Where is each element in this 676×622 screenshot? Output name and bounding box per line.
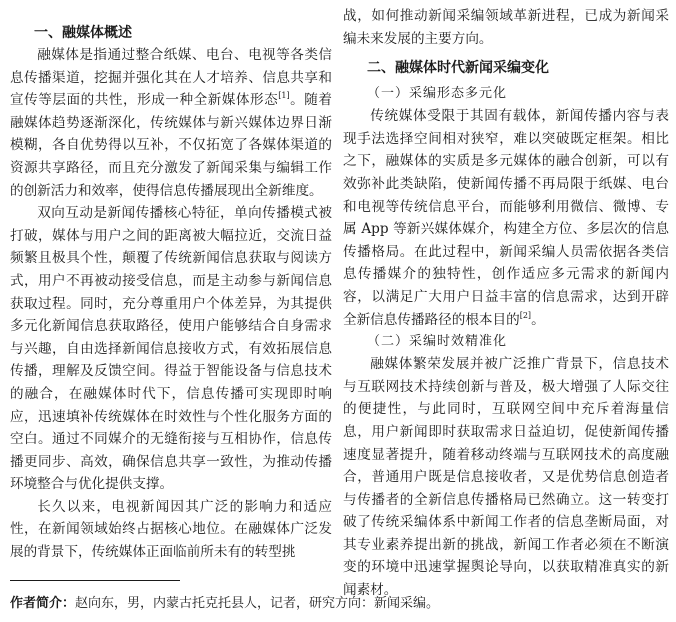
paragraph-4-tail: 。 (531, 311, 545, 328)
paragraph-1-text: 融媒体是指通过整合纸媒、电台、电视等各类信息传播渠道，挖掘并强化其在人才培养、信息共享和宣传等层面的共性，形成一种全新媒体形态 (10, 47, 332, 109)
section-heading-2: 二、融媒体时代新闻采编变化 (367, 60, 549, 77)
section-heading-1: 一、融媒体概述 (34, 25, 132, 41)
paragraph-continued: 战，如何推动新闻采编领域革新进程，已成为新闻采编未来发展的主要方向。 (343, 8, 669, 47)
author-note-text: 赵向东，男，内蒙古托克托县人，记者，研究方向：新闻采编。 (75, 596, 440, 611)
citation-1: [1] (278, 91, 290, 101)
subsection-heading-1: （一）采编形态多元化 (367, 86, 508, 102)
left-column (10, 0, 332, 564)
author-note (10, 595, 439, 613)
author-note-label: 作者简介： (10, 596, 76, 611)
paragraph-1 (10, 44, 332, 202)
citation-2: [2] (519, 310, 532, 320)
paragraph-4 (343, 105, 669, 331)
right-column (343, 0, 669, 602)
paragraph-3: 长久以来，电视新闻因其广泛的影响力和适应性，在新闻领域始终占据核心地位。在融媒体广泛发展的背景下，传统媒体正面临前所未有的转型挑 (10, 498, 332, 561)
paragraph-4-text: 传统媒体受限于其固有载体，新闻传播内容与表现手法选择空间相对狭窄，难以突破既定框架。相比之下，融媒体的实质是多元媒体的融合创新，可以有效弥补此类缺陷，使新闻传播不再局限于纸媒、电台和电视等传统信息平台，而能够利用微信、微博、专属 App 等新兴媒体媒介，构建全方位、多层次的信息传播格局。在此过程中，新闻采编人员需依据各类信息传播媒介的独特性，创作适应多元需求的新闻内容，以满足广大用户日益丰富的信息需求，达到开辟全新信息传播路径的根本目的 (343, 108, 669, 328)
paragraph-1-tail: 。随着融媒体趋势逐渐深化，传统媒体与新兴媒体边界日渐模糊，各自优势得以互补，不仅拓宽了各媒体渠道的资源共享路径，而且充分激发了新闻采集与编辑工作的创新活力和效率，使得信息传播展现出全新维度。 (10, 92, 333, 199)
paragraph-5: 融媒体繁荣发展并被广泛推广背景下，信息技术与互联网技术持续创新与普及，极大增强了人际交往的便捷性，与此同时，互联网空间中充斥着海量信息，用户新闻即时获取需求日益迫切，促使新闻传播速度显著提升，随着移动终端与互联网技术的高度融合，普通用户既是信息接收者，又是优势信息创造者与传播者的全新信息传播格局已然确立。这一转变打破了传统采编体系中新闻工作者的信息垄断局面，对其专业素养提出新的挑战，新闻工作者必须在不断演变的环境中迅速掌握舆论导向，以获取精准真实的新闻素材。 (343, 356, 669, 599)
paragraph-2: 双向互动是新闻传播核心特征，单向传播模式被打破，媒体与用户之间的距离被大幅拉近，交流日益频繁且极具个性，颠覆了传统新闻信息获取与阅读方式，用户不再被动接受信息，而是主动参与新闻信息获取过程。同时，充分尊重用户个体差异，为其提供多元化新闻信息获取路径，使用户能够结合自身需求与兴趣，自由选择新闻信息接收方式，有效拓展信息传播，理解及反馈空间。得益于智能设备与信息技术的融合，在融媒体时代下，信息传播可实现即时响应，迅速填补传统媒体在时效性与个性化服务方面的空白。通过不同媒介的无缝衔接与互相协作，信息传播更同步、高效，确保信息共享一致性，为推动传播环境整合与优化提供支撑。 (10, 205, 332, 493)
footnote-rule (10, 580, 180, 581)
subsection-heading-2: （二）采编时效精准化 (367, 334, 508, 350)
